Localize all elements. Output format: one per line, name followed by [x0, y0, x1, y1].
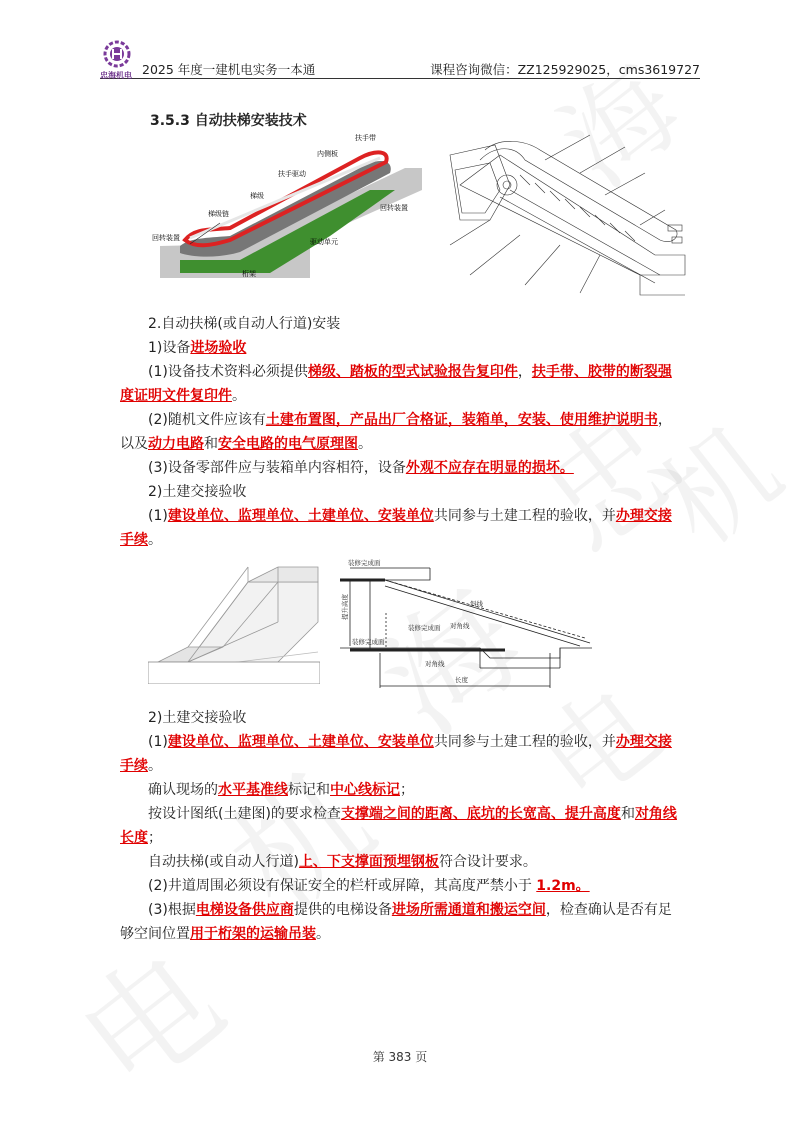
header-contact: 课程咨询微信：ZZ125929025，cms3619727 — [430, 62, 700, 77]
body-span: (1) — [148, 734, 168, 750]
label-handrail: 扶手带 — [355, 134, 376, 142]
label-return-left: 回转装置 — [152, 234, 180, 242]
body-span: 。 — [232, 388, 246, 404]
label-step-chain: 梯级链 — [208, 210, 229, 218]
body-span: (2)随机文件应该有 — [148, 412, 266, 428]
highlight-text: 进场所需通道和搬运空间 — [391, 902, 546, 918]
highlight-text: 1.2m。 — [536, 878, 590, 894]
body-span: 共同参与土建工程的验收，并 — [433, 734, 616, 750]
body-span: 2)土建交接验收 — [148, 710, 247, 726]
paragraph — [120, 408, 680, 456]
body-span: 提供的电梯设备 — [293, 902, 392, 918]
highlight-text: 建设单位、监理单位、土建单位、安装单位 — [167, 734, 434, 750]
body-span: 自动扶梯(或自动人行道) — [148, 854, 299, 870]
label-finished-floor-top: 装修完成面 — [348, 559, 381, 567]
label-diagonal: 对角线 — [450, 622, 470, 630]
highlight-text: 梯级、踏板的型式试验报告复印件 — [307, 364, 518, 380]
body-span: 共同参与土建工程的验收，并 — [433, 508, 616, 524]
paragraph — [120, 360, 680, 408]
body-span: 和 — [204, 436, 218, 452]
paragraph — [120, 898, 680, 946]
label-diagonal-2: 对角线 — [425, 660, 445, 668]
section-title: 3.5.3 自动扶梯安装技术 — [150, 113, 307, 129]
label-step: 梯级 — [250, 192, 264, 200]
paragraph — [120, 504, 680, 552]
highlight-text: 上、下支撑面预埋钢板 — [298, 854, 439, 870]
body-span: 标记和 — [288, 782, 330, 798]
label-handrail-drive: 扶手驱动 — [278, 170, 306, 178]
body-span: ，以及 — [120, 412, 672, 452]
highlight-text: 进场验收 — [190, 340, 247, 356]
highlight-text: 办理交接手续 — [120, 508, 672, 548]
body-span: 2.自动扶梯(或自动人行道)安装 — [148, 316, 341, 332]
highlight-text: 土建布置图，产品出厂合格证，装箱单，安装、使用维护说明书 — [265, 412, 658, 428]
body-span: 。 — [148, 532, 162, 548]
body-span: 。 — [358, 436, 372, 452]
body-span: 按设计图纸(土建图)的要求检查 — [148, 806, 341, 822]
label-lift-height: 提升高度 — [341, 594, 349, 620]
body-span: 符合设计要求。 — [438, 854, 537, 870]
paragraph — [120, 312, 680, 336]
body-span: ， — [517, 364, 532, 380]
highlight-text: 用于桁架的运输吊装 — [190, 926, 316, 942]
highlight-text: 安全电路的电气原理图 — [218, 436, 358, 452]
highlight-text: 支撑端之间的距离、底坑的长宽高、提升高度 — [340, 806, 621, 822]
paragraph — [120, 730, 680, 778]
paragraph — [120, 480, 680, 504]
highlight-text: 办理交接手续 — [120, 734, 672, 774]
pit-section-figure — [330, 558, 592, 688]
header-title: 2025 年度一建机电实务一本通 — [142, 62, 316, 77]
paragraph — [120, 850, 680, 874]
label-inner-panel: 内侧板 — [317, 150, 338, 158]
label-drive-unit: 驱动单元 — [310, 238, 338, 246]
highlight-text: 建设单位、监理单位、土建单位、安装单位 — [167, 508, 434, 524]
logo-text: 忠海机电 — [100, 71, 132, 80]
highlight-text: 扶手带、胶带的断裂强度证明文件复印件 — [120, 364, 672, 404]
page-number: 第 383 页 — [372, 1050, 428, 1064]
highlight-text: 对角线长度 — [120, 806, 677, 846]
paragraph — [120, 456, 680, 480]
body-span: ； — [148, 830, 162, 846]
label-slope: 斜线 — [470, 600, 483, 608]
label-return-right: 回转装置 — [380, 204, 408, 212]
body-span: ； — [400, 782, 414, 798]
paragraph — [120, 802, 680, 850]
escalator-structure-figure — [440, 125, 690, 300]
paragraph — [120, 706, 680, 730]
body-span: 。 — [316, 926, 330, 942]
paragraph — [120, 336, 680, 360]
highlight-text: 水平基准线 — [218, 782, 288, 798]
page-header — [100, 40, 700, 79]
body-span: (1)设备技术资料必须提供 — [148, 364, 308, 380]
company-logo — [100, 40, 134, 74]
body-span: (2)井道周围必须设有保证安全的栏杆或屏障，其高度严禁小于 — [148, 878, 537, 894]
body-span: 。 — [148, 758, 162, 774]
highlight-text: 电梯设备供应商 — [195, 902, 294, 918]
body-span: 确认现场的 — [148, 782, 218, 798]
body-span: 1)设备 — [148, 340, 191, 356]
body-span: (3)根据 — [148, 902, 196, 918]
pit-3d-figure — [148, 562, 320, 684]
highlight-text: 外观不应存在明显的损坏。 — [405, 460, 574, 476]
paragraph — [120, 778, 680, 802]
body-span: 2)土建交接验收 — [148, 484, 247, 500]
escalator-components-figure — [150, 128, 430, 286]
highlight-text: 中心线标记 — [330, 782, 400, 798]
body-span: ，检查确认是否有足够空间位置 — [120, 902, 672, 942]
label-finished-floor-bottom: 装修完成面 — [352, 638, 385, 646]
body-span: (1) — [148, 508, 168, 524]
highlight-text: 动力电路 — [148, 436, 204, 452]
label-length: 长度 — [455, 676, 468, 684]
body-span: (3)设备零部件应与装箱单内容相符，设备 — [148, 460, 406, 476]
paragraph — [120, 874, 680, 898]
label-finished-floor-mid: 装修完成面 — [408, 624, 441, 632]
body-span: 和 — [620, 806, 635, 822]
label-truss: 桁架 — [242, 270, 256, 278]
